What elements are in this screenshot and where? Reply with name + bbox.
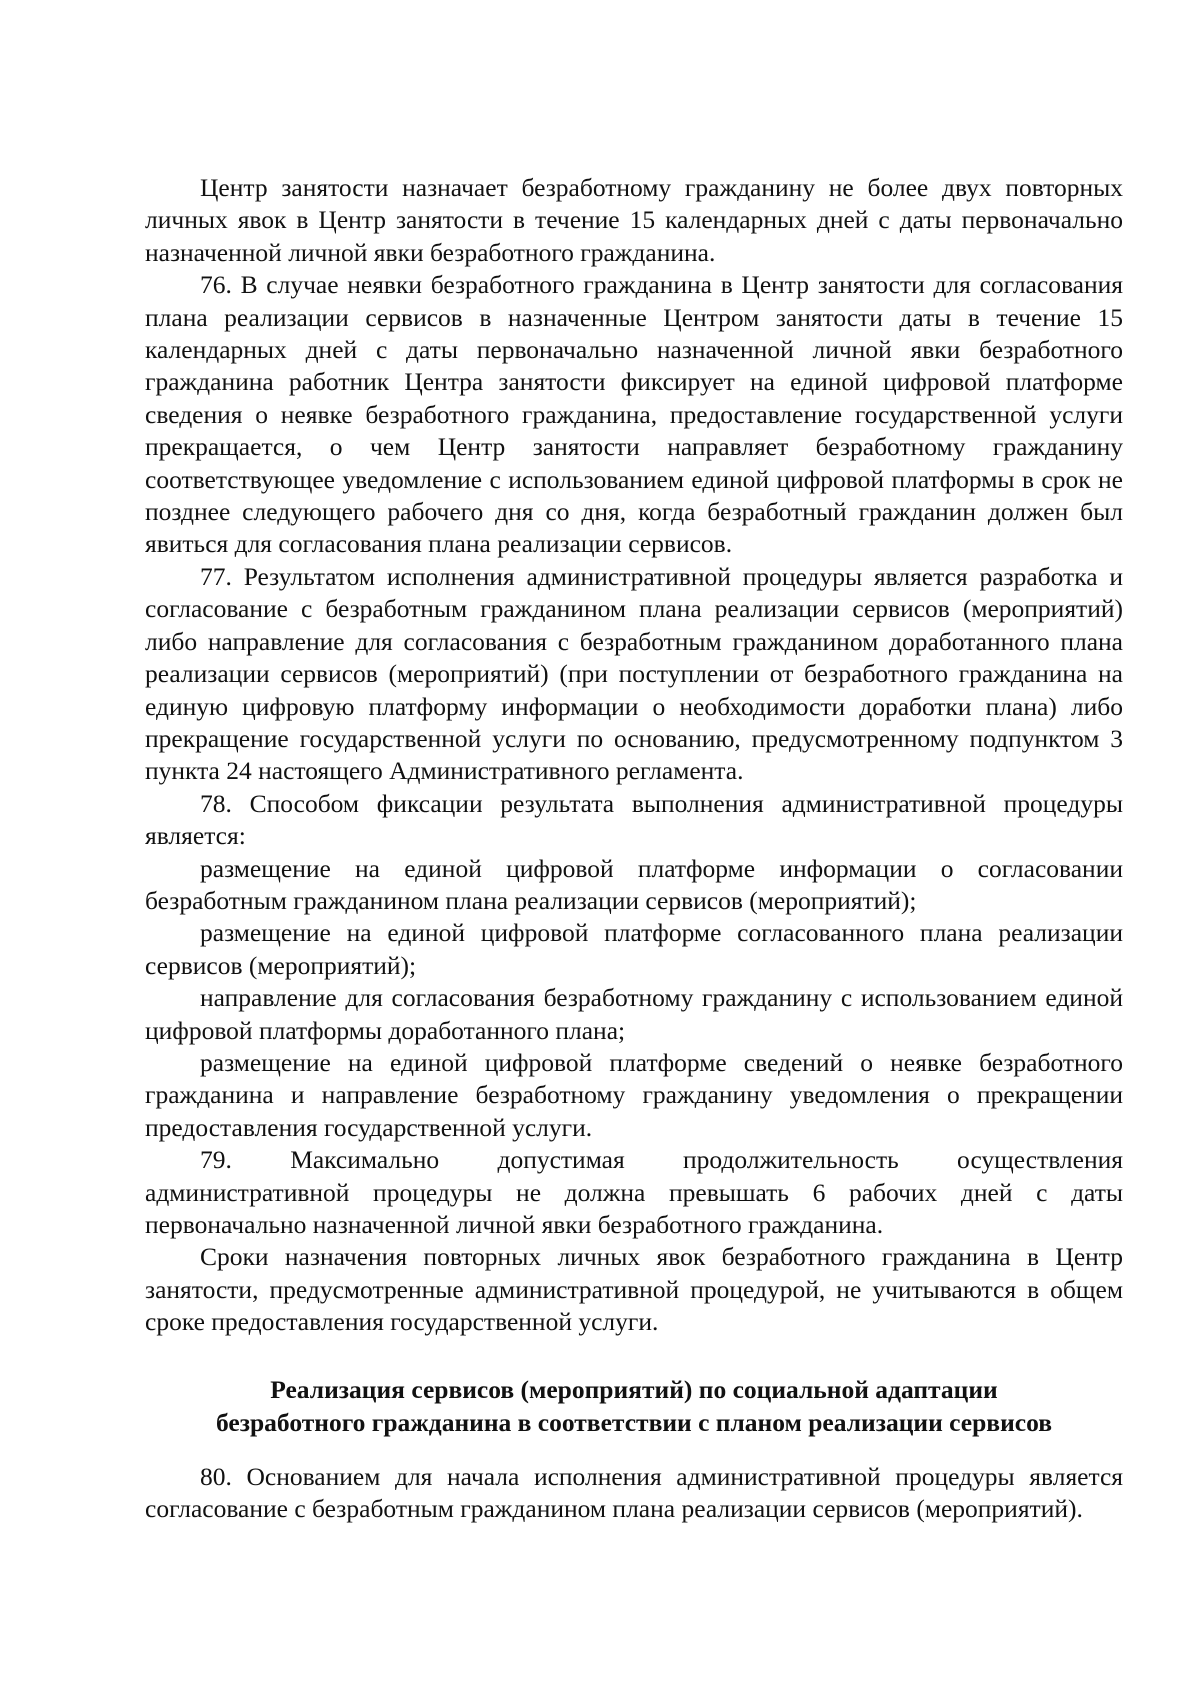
- paragraph-repeat-deadlines: Сроки назначения повторных личных явок безработного гражданина в Центр занятости, предусмотренные административной процедурой, не учитываются в общем сроке предоставления государственной услуги.: [145, 1242, 1123, 1337]
- document-page: [145, 172, 1123, 1525]
- paragraph-78-item-1: размещение на единой цифровой платформе информации о согласовании безработным гражданином плана реализации сервисов (мероприятий);: [145, 853, 1123, 915]
- paragraph-79: 79. Максимально допустимая продолжительность осуществления административной процедуры не должна превышать 6 рабочих дней с даты первоначально назначенной личной явки безработного гражданина.: [145, 1145, 1123, 1239]
- paragraph-78-item-3: направление для согласования безработному гражданину с использованием единой цифровой платформы доработанного плана;: [145, 983, 1123, 1045]
- paragraph-78-item-4: размещение на единой цифровой платформе сведений о неявке безработного гражданина и направление безработному гражданину уведомления о прекращении предоставления государственной услуги.: [145, 1047, 1123, 1142]
- section-heading: [145, 1373, 1123, 1439]
- paragraph-80: 80. Основанием для начала исполнения административной процедуры является согласование с безработным гражданином плана реализации сервисов (мероприятий).: [145, 1461, 1123, 1524]
- paragraph-76: 76. В случае неявки безработного гражданина в Центр занятости для согласования плана реализации сервисов в назначенные Центром занятости даты в течение 15 календарных дней с даты первоначально назначенной личной явки безработного гражданина работник Центра занятости фиксирует на единой цифровой платформе сведения о неявке безработного гражданина, предоставление государственной услуги прекращается, о чем Центр занятости направляет безработному гражданину соответствующее уведомление с использованием единой цифровой платформы в срок не позднее следующего рабочего дня со дня, когда безработный гражданин должен был явиться для согласования плана реализации сервисов.: [145, 270, 1123, 559]
- paragraph-77: 77. Результатом исполнения административной процедуры является разработка и согласование с безработным гражданином плана реализации сервисов (мероприятий) либо направление для согласования с безработным гражданином доработанного плана реализации сервисов (мероприятий) (при поступлении от безработного гражданина на единую цифровую платформу информации о необходимости доработки плана) либо прекращение государственной услуги по основанию, предусмотренному подпунктом 3 пункта 24 настоящего Административного регламента.: [145, 561, 1123, 786]
- section-heading-line-1: Реализация сервисов (мероприятий) по социальной адаптации: [270, 1374, 998, 1404]
- section-heading-line-2: безработного гражданина в соответствии с планом реализации сервисов: [216, 1407, 1052, 1437]
- paragraph-78: 78. Способом фиксации результата выполнения административной процедуры является:: [145, 788, 1123, 851]
- paragraph-78-item-2: размещение на единой цифровой платформе согласованного плана реализации сервисов (мероприятий);: [145, 918, 1123, 980]
- paragraph-repeat-appointments: Центр занятости назначает безработному гражданину не более двух повторных личных явок в Центр занятости в течение 15 календарных дней с даты первоначально назначенной личной явки безработного гражданина.: [145, 173, 1123, 267]
